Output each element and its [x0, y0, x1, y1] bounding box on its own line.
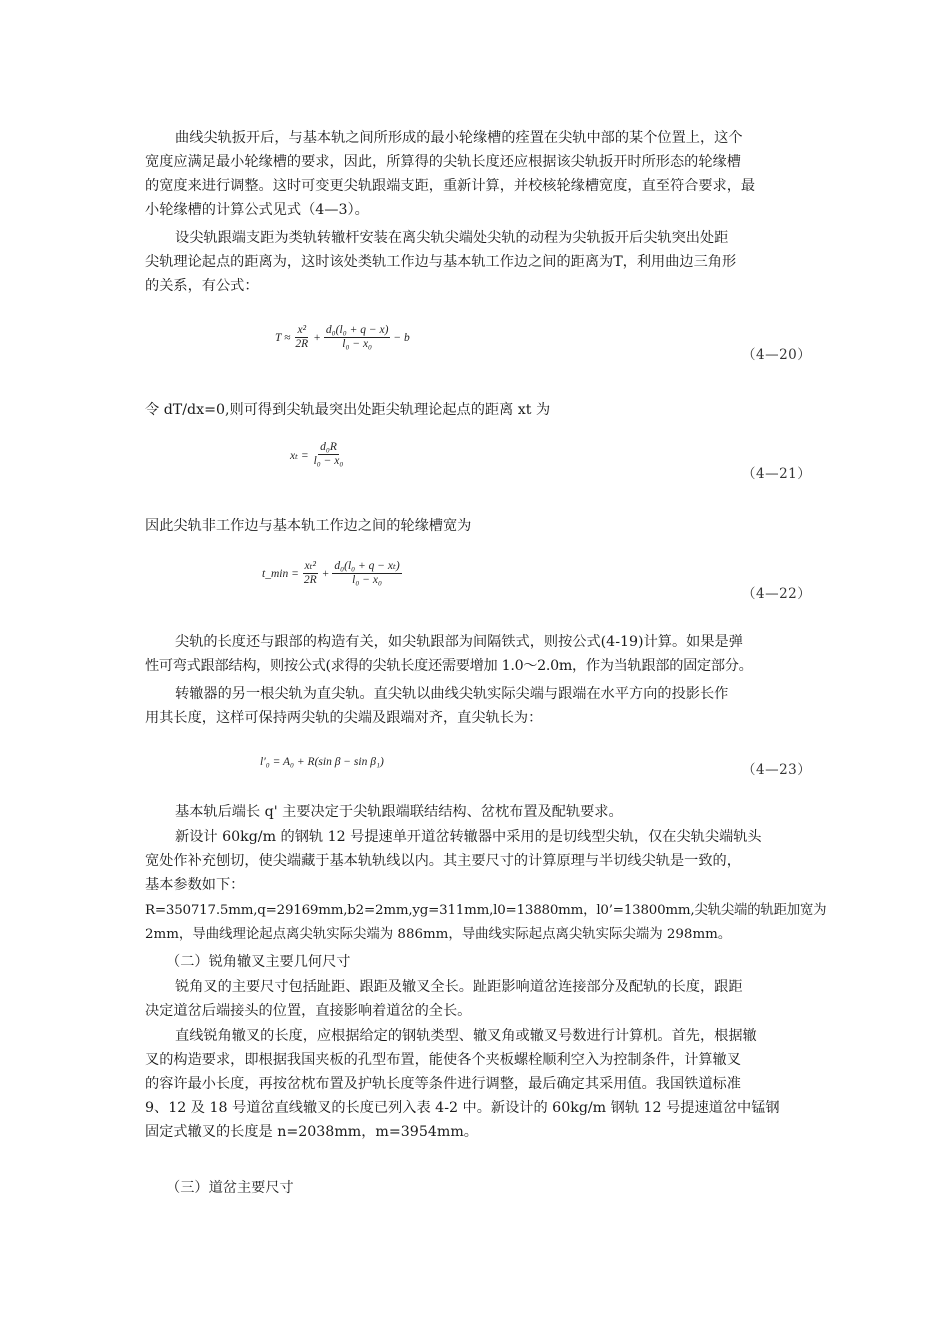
eq-numerator: x²	[297, 324, 307, 336]
paragraph-frog-length	[145, 1024, 813, 1144]
paragraph-straight-switch	[145, 682, 813, 730]
eq-numerator: d₀R	[320, 441, 337, 453]
eq-denominator: l₀ − x₀	[313, 455, 344, 467]
text-line: 直线锐角辙叉的长度，应根据给定的钢轨类型、辙叉角或辙叉号数进行计算机。首先，根据辙	[175, 1028, 757, 1044]
eq-tail: − b	[393, 331, 410, 344]
eq-numerator: xₜ²	[304, 560, 316, 572]
text-line: 设尖轨跟端支距为类轨转辙杆安装在离尖轨尖端处尖轨的动程为尖轨扳开后尖轨突出处距	[175, 230, 729, 246]
text-line: 尖轨的长度还与跟部的构造有关，如尖轨跟部为间隔铁式，则按公式(4-19)计算。如果是弹	[175, 634, 743, 650]
equation-number: （4—21）	[742, 466, 812, 482]
text-line: 叉的构造要求，即根据我国夹板的孔型布置，能使各个夹板螺栓顺利空入为控制条件，计算辙叉	[145, 1052, 741, 1068]
text-line: 的关系，有公式：	[145, 278, 259, 294]
eq-denominator: 2R	[303, 574, 317, 586]
equation-4-23	[260, 756, 384, 768]
equation-number: （4—22）	[742, 586, 812, 602]
equation-4-22	[262, 560, 405, 587]
text-line: 尖轨理论起点的距离为，这时该处类轨工作边与基本轨工作边之间的距离为T，利用曲边三角形	[145, 254, 737, 270]
text-line: 转辙器的另一根尖轨为直尖轨。直尖轨以曲线尖轨实际尖端与跟端在水平方向的投影长作	[175, 686, 729, 702]
text-line: 小轮缘槽的计算公式见式（4—3）。	[145, 202, 369, 218]
eq-fraction	[293, 324, 310, 351]
eq-lhs: t_min =	[262, 567, 299, 580]
eq-denominator: l₀ − x₀	[352, 574, 382, 586]
eq-fraction	[312, 441, 346, 468]
text-line: 的容许最小长度，再按岔枕布置及护轨长度等条件进行调整，最后确定其采用值。我国铁道标准	[145, 1076, 741, 1092]
paragraph-min-flangeway	[145, 126, 813, 222]
eq-numerator: d₀(l₀ + q − x)	[325, 324, 389, 336]
eq-operator: +	[313, 331, 321, 344]
text-line: 9、12 及 18 号道岔直线辙叉的长度已列入表 4-2 中。新设计的 60kg/m 钢轨 12 号提速道岔中锰钢	[145, 1100, 780, 1116]
paragraph-stock-rail: 基本轨后端长 q' 主要决定于尖轨跟端联结结构、岔枕布置及配轨要求。	[175, 804, 623, 820]
paragraph-flangeway-width: 因此尖轨非工作边与基本轨工作边之间的轮缘槽宽为	[145, 518, 472, 534]
paragraph-switch-heel-spread	[145, 226, 813, 298]
eq-fraction	[324, 324, 390, 351]
equation-number: （4—23）	[742, 762, 812, 778]
text-line: R=350717.5mm,q=29169mm,b2=2mm,yg=311mm,l0=13880mm，l0’=13800mm,尖轨尖端的轨距加宽为	[145, 903, 827, 918]
section-heading: （三）道岔主要尺寸	[166, 1180, 294, 1196]
eq-denominator: 2R	[295, 338, 309, 350]
eq-lhs: T ≈	[275, 331, 291, 344]
equation-4-20	[275, 324, 410, 351]
paragraph-frog-dimensions	[145, 975, 813, 1023]
paragraph-derivative: 令 dT/dx=0,则可得到尖轨最突出处距尖轨理论起点的距离 xt 为	[145, 402, 551, 418]
eq-operator: +	[321, 567, 330, 580]
eq-lhs: xₜ =	[290, 449, 309, 462]
text-line: 固定式辙叉的长度是 n=2038mm，m=3954mm。	[145, 1124, 478, 1140]
eq-denominator: l₀ − x₀	[342, 338, 373, 350]
eq-expression: l′₀ = A₀ + R(sin β − sin β₁)	[260, 756, 384, 768]
section-heading: （二）锐角辙叉主要几何尺寸	[166, 954, 351, 970]
text-line: 曲线尖轨扳开后，与基本轨之间所形成的最小轮缘槽的痊置在尖轨中部的某个位置上，这个	[175, 130, 743, 146]
text-line: 性可弯式跟部结构，则按公式(求得的尖轨长度还需要增加 1.0～2.0m，作为当轨跟部的固定部分。	[145, 658, 753, 674]
eq-fraction	[302, 560, 319, 587]
paragraph-new-design	[145, 825, 813, 897]
text-line: 宽处作补充刨切，使尖端藏于基本轨轨线以内。其主要尺寸的计算原理与半切线尖轨是一致的，	[145, 853, 741, 869]
equation-number: （4—20）	[742, 347, 812, 363]
text-line: 基本参数如下：	[145, 877, 245, 893]
equation-4-21	[290, 441, 348, 468]
text-line: 宽度应满足最小轮缘槽的要求，因此，所算得的尖轨长度还应根据该尖轨扳开时所形态的轮缘槽	[145, 154, 741, 170]
text-line: 用其长度，这样可保持两尖轨的尖端及跟端对齐，直尖轨长为：	[145, 710, 543, 726]
text-line: 2mm，导曲线理论起点离尖轨实际尖端为 886mm，导曲线实际起点离尖轨实际尖端为 298mm。	[145, 927, 732, 942]
text-line: 新设计 60kg/m 的钢轨 12 号提速单开道岔转辙器中采用的是切线型尖轨，仅在尖轨尖端轨头	[175, 829, 762, 845]
text-line: 的宽度来进行调整。这时可变更尖轨跟端支距，重新计算，并校核轮缘槽宽度，直至符合要求，最	[145, 178, 756, 194]
paragraph-switch-length	[145, 630, 813, 678]
text-line: 锐角叉的主要尺寸包括趾距、跟距及辙叉全长。趾距影响道岔连接部分及配轨的长度，跟距	[175, 979, 743, 995]
text-line: 决定道岔后端接头的位置，直接影响着道岔的全长。	[145, 1003, 472, 1019]
paragraph-parameters	[145, 899, 827, 947]
eq-numerator: d₀(l₀ + q − xₜ)	[334, 560, 400, 572]
eq-fraction	[332, 560, 401, 587]
